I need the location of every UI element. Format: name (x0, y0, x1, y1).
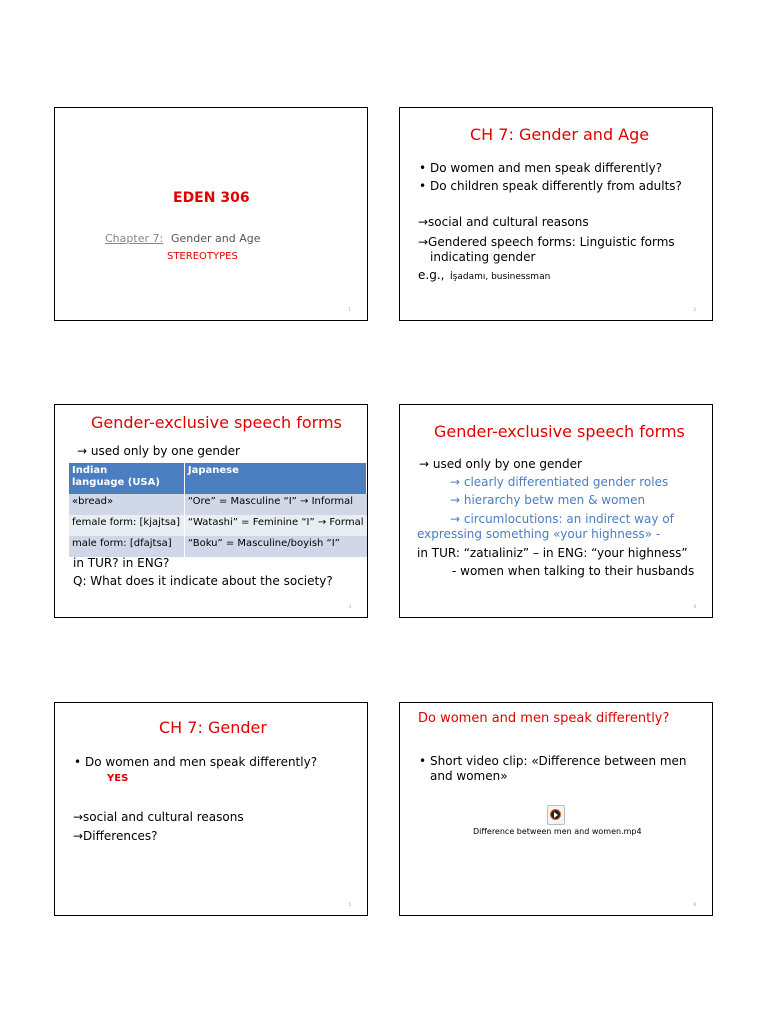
page-number: 1 (348, 307, 351, 312)
slide-3 (54, 404, 368, 618)
slide-6 (399, 702, 713, 916)
question-line: Q: What does it indicate about the society? (73, 574, 333, 588)
table-cell: male form: [dfajtsa] (69, 536, 184, 557)
intro-text: → used only by one gender (419, 457, 582, 471)
page-number: 3 (348, 604, 351, 609)
page-number: 2 (693, 307, 696, 312)
table-cell: “Watashi” = Feminine “I” → Formal (184, 515, 366, 536)
slide-title: EDEN 306 (173, 190, 250, 206)
slide-title: CH 7: Gender (159, 718, 267, 737)
answer-text: YES (107, 773, 129, 784)
video-file-icon[interactable] (547, 805, 565, 825)
chapter-topic: Gender and Age (171, 232, 261, 245)
sub-point-cont: expressing something «your highness» - (417, 527, 661, 541)
table-header-row (69, 463, 367, 494)
sub-point: → clearly differentiated gender roles (450, 475, 669, 489)
example-line: - women when talking to their husbands (452, 564, 695, 578)
page-number: 5 (348, 902, 351, 907)
play-icon (554, 812, 558, 818)
bullet-item-cont: and women» (430, 769, 508, 783)
bullet-item: • Do women and men speak differently? (430, 160, 662, 176)
arrow-point: →Differences? (73, 829, 158, 843)
page-number: 4 (693, 604, 696, 609)
header-text: Indian language (USA) (72, 465, 160, 488)
slide-title: Gender-exclusive speech forms (434, 422, 685, 441)
slide-1 (54, 107, 368, 321)
bullet-item: • Do women and men speak differently? (85, 754, 317, 770)
table-row (69, 515, 367, 536)
slide-title: Gender-exclusive speech forms (91, 413, 342, 432)
table-cell: female form: [kjajtsa] (69, 515, 184, 536)
bullet-item: • Do children speak differently from adults? (430, 178, 682, 194)
question-line: in TUR? in ENG? (73, 556, 170, 570)
slide-subtitle: STEREOTYPES (167, 251, 238, 262)
sub-point: → hierarchy betw men & women (450, 493, 646, 507)
slide-5 (54, 702, 368, 916)
arrow-point: →social and cultural reasons (73, 810, 244, 824)
arrow-point: →social and cultural reasons (418, 215, 589, 229)
chapter-label: Chapter 7: (105, 232, 164, 245)
table-header: Japanese (184, 463, 366, 494)
intro-text: → used only by one gender (77, 444, 240, 458)
page-number: 6 (693, 902, 696, 907)
slide-4 (399, 404, 713, 618)
arrow-point: →Gendered speech forms: Linguistic forms (418, 235, 675, 249)
table-cell: «bread» (69, 494, 184, 515)
slide-title: CH 7: Gender and Age (470, 125, 650, 144)
slide-2 (399, 107, 713, 321)
video-file-name[interactable]: Difference between men and women.mp4 (473, 827, 642, 836)
table-row (69, 494, 367, 515)
bullet-item: • Short video clip: «Difference between men (430, 753, 687, 769)
arrow-point-cont: indicating gender (430, 250, 536, 264)
example-text: İşadamı, businessman (450, 272, 551, 282)
comparison-table (69, 463, 367, 557)
example-label: e.g., (418, 268, 445, 282)
table-cell: “Boku” = Masculine/boyish “I” (184, 536, 366, 557)
table-header (69, 463, 184, 494)
slide-title: Do women and men speak differently? (418, 711, 670, 726)
table-row (69, 536, 367, 557)
table-cell: “Ore” = Masculine “I” → Informal (184, 494, 366, 515)
sub-point: → circumlocutions: an indirect way of (450, 512, 674, 526)
example-line: in TUR: “zatıaliniz” – in ENG: “your highness” (417, 546, 688, 560)
